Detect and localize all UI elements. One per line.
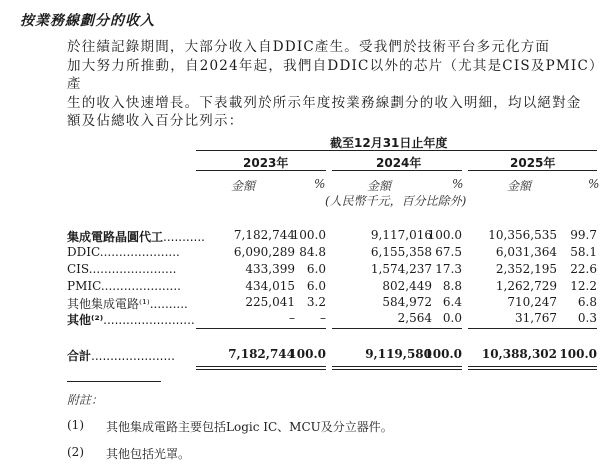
paragraph-line: 於往績記錄期間，大部分收入自DDIC產生。受我們於技術平台多元化方面 xyxy=(67,39,551,55)
row-label-text: 其他集成電路⁽¹⁾ xyxy=(67,297,150,311)
year-2023: 2023年 xyxy=(243,156,289,170)
cell-2025-pct: 99.7 xyxy=(570,228,597,242)
double-rule-2023-b xyxy=(196,369,326,370)
cell-2024-pct: 67.5 xyxy=(435,245,462,259)
cell-2023-amount: 7,182,744 xyxy=(233,228,295,242)
cell-2023-pct: 84.8 xyxy=(299,245,326,259)
subtotal-rule-2025 xyxy=(468,328,597,329)
total-2024-amount: 9,119,580 xyxy=(365,347,432,361)
cell-2023-pct: 6.0 xyxy=(306,279,326,293)
leader-dots: ........... xyxy=(163,230,205,244)
table-row xyxy=(67,311,597,327)
section-heading: 按業務線劃分的收入 xyxy=(20,13,155,29)
cell-2023-amount: 433,399 xyxy=(245,262,295,276)
col-amount-2024: 金額 xyxy=(367,179,392,193)
total-label-text: 合計 xyxy=(67,349,92,363)
cell-2024-pct: 17.3 xyxy=(435,262,462,276)
table-row xyxy=(67,279,597,295)
cell-2023-amount: 225,041 xyxy=(245,295,295,309)
total-label xyxy=(67,347,175,364)
total-2024-pct: 100.0 xyxy=(424,347,462,361)
cell-2025-amount: 6,031,364 xyxy=(495,245,557,259)
row-label xyxy=(67,228,205,245)
footnote-1-number: (1) xyxy=(67,418,84,432)
cell-2024-amount: 6,155,358 xyxy=(370,245,432,259)
leader-dots: .......... xyxy=(149,297,188,311)
cell-2024-amount: 2,564 xyxy=(397,311,432,325)
total-2023-amount: 7,182,744 xyxy=(228,347,295,361)
cell-2025-pct: 58.1 xyxy=(570,245,597,259)
row-label-text: 集成電路晶圓代工 xyxy=(67,230,164,244)
year-2024: 2024年 xyxy=(376,156,422,170)
cell-2023-pct: 100.0 xyxy=(291,228,326,242)
footnote-1-text: 其他集成電路主要包括Logic IC、MCU及分立器件。 xyxy=(106,420,393,434)
year-rule-2025 xyxy=(468,170,597,171)
row-label xyxy=(67,245,180,259)
cell-2024-amount: 802,449 xyxy=(382,279,432,293)
footnote-2-number: (2) xyxy=(67,445,84,459)
table-row xyxy=(67,245,597,261)
leader-dots: ....................... xyxy=(88,262,177,276)
cell-2024-amount: 584,972 xyxy=(382,295,432,309)
total-2025-pct: 100.0 xyxy=(559,347,597,361)
row-label xyxy=(67,262,176,276)
cell-2023-pct: 6.0 xyxy=(306,262,326,276)
footnote-2-text: 其他包括光罩。 xyxy=(106,447,191,461)
double-rule-2025-b xyxy=(468,369,597,370)
cell-2023-amount: 6,090,289 xyxy=(233,245,295,259)
leader-dots: ..................... xyxy=(99,245,180,259)
table-row xyxy=(67,295,597,311)
col-pct-2025: % xyxy=(588,177,600,191)
cell-2024-pct: 0.0 xyxy=(442,311,462,325)
leader-dots: ...................... xyxy=(91,349,175,363)
cell-2025-amount: 710,247 xyxy=(507,295,557,309)
footnote-rule xyxy=(67,381,161,382)
year-2025: 2025年 xyxy=(510,156,556,170)
footnote-title: 附註： xyxy=(67,393,104,407)
row-label-text: PMIC xyxy=(67,279,101,293)
subtotal-rule-2024 xyxy=(332,328,462,329)
unit-note: (人民幣千元，百分比除外) xyxy=(325,194,467,208)
cell-2025-pct: 12.2 xyxy=(570,279,597,293)
double-rule-2024-b xyxy=(332,369,462,370)
row-label-text: DDIC xyxy=(67,245,100,259)
col-pct-2023: % xyxy=(314,177,326,191)
paragraph-line: 額及佔總收入百分比列示： xyxy=(67,113,244,129)
row-label xyxy=(67,295,188,312)
double-rule-2023-a xyxy=(196,366,326,367)
double-rule-2025-a xyxy=(468,366,597,367)
paragraph-line: 加大努力所推動，自2024年起，我們自DDIC以外的芯片（尤其是CIS及PMIC）產 xyxy=(67,57,597,92)
subtotal-rule-2023 xyxy=(196,328,326,329)
cell-2025-pct: 6.8 xyxy=(577,295,597,309)
cell-2025-amount: 2,352,195 xyxy=(495,262,557,276)
cell-2023-amount: – xyxy=(289,311,295,325)
table-row xyxy=(67,228,597,244)
cell-2023-pct: – xyxy=(320,311,326,325)
cell-2024-pct: 8.8 xyxy=(442,279,462,293)
row-label-text: 其他⁽²⁾ xyxy=(67,313,104,327)
total-2025-amount: 10,388,302 xyxy=(481,347,557,361)
cell-2024-pct: 6.4 xyxy=(442,295,462,309)
cell-2025-pct: 0.3 xyxy=(577,311,597,325)
leader-dots: ..................... xyxy=(100,279,181,293)
row-label-text: CIS xyxy=(67,262,89,276)
table-row xyxy=(67,262,597,278)
intro-paragraph xyxy=(67,38,597,131)
row-label xyxy=(67,279,181,293)
cell-2024-amount: 9,117,016 xyxy=(370,228,432,242)
total-2023-pct: 100.0 xyxy=(288,347,326,361)
cell-2025-amount: 31,767 xyxy=(515,311,557,325)
period-header: 截至12月31日止年度 xyxy=(330,136,448,150)
cell-2025-amount: 1,262,729 xyxy=(495,279,557,293)
year-rule-2023 xyxy=(196,170,326,171)
col-amount-2023: 金額 xyxy=(231,179,256,193)
header-rule xyxy=(196,150,597,151)
year-rule-2024 xyxy=(332,170,462,171)
leader-dots: ........................ xyxy=(103,313,195,327)
col-amount-2025: 金額 xyxy=(507,179,532,193)
cell-2023-amount: 434,015 xyxy=(245,279,295,293)
paragraph-line: 生的收入快速增長。下表載列於所示年度按業務線劃分的收入明細，均以絕對金 xyxy=(67,94,582,111)
cell-2025-amount: 10,356,535 xyxy=(488,228,557,242)
col-pct-2024: % xyxy=(452,177,464,191)
cell-2024-pct: 100.0 xyxy=(427,228,462,242)
cell-2024-amount: 1,574,237 xyxy=(370,262,432,276)
double-rule-2024-a xyxy=(332,366,462,367)
cell-2023-pct: 3.2 xyxy=(306,295,326,309)
cell-2025-pct: 22.6 xyxy=(570,262,597,276)
row-label xyxy=(67,311,195,328)
total-row xyxy=(67,347,597,363)
